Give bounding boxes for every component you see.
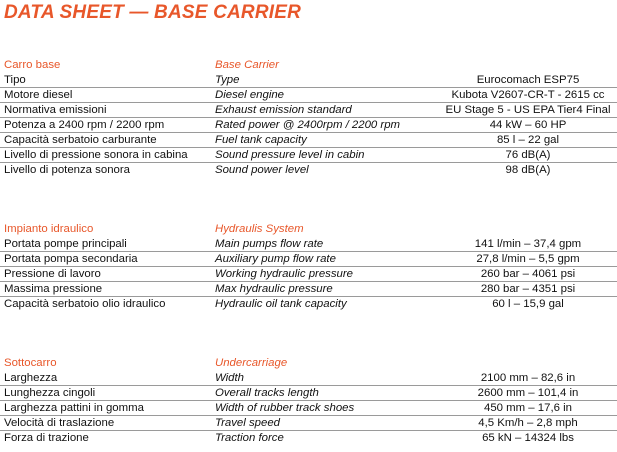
label-english: Diesel engine — [215, 89, 285, 101]
label-italian: Massima pressione — [4, 283, 103, 295]
value: 450 mm – 17,6 in — [483, 402, 572, 414]
table-row — [0, 252, 617, 267]
table-row — [0, 386, 617, 401]
label-english: Type — [215, 74, 240, 86]
value: 65 kN – 14324 lbs — [482, 432, 574, 444]
table-row — [0, 73, 617, 88]
label-italian: Larghezza — [4, 372, 58, 384]
value: 2600 mm – 101,4 in — [477, 387, 579, 399]
value: EU Stage 5 - US EPA Tier4 Final — [445, 104, 611, 116]
value: 141 l/min – 37,4 gpm — [474, 238, 582, 250]
label-english: Traction force — [215, 432, 284, 444]
label-italian: Portata pompe principali — [4, 238, 127, 250]
label-english: Exhaust emission standard — [215, 104, 352, 116]
table-row — [0, 163, 617, 178]
value: 85 l – 22 gal — [496, 134, 560, 146]
label-english: Hydraulic oil tank capacity — [215, 298, 347, 310]
value: 27,8 l/min – 5,5 gpm — [476, 253, 580, 265]
table-row — [0, 371, 617, 386]
section-heading — [0, 355, 617, 371]
table-row — [0, 416, 617, 431]
value: 260 bar – 4061 psi — [480, 268, 576, 280]
label-italian: Normativa emissioni — [4, 104, 107, 116]
label-italian: Pressione di lavoro — [4, 268, 101, 280]
value: Kubota V2607-CR-T - 2615 cc — [451, 89, 605, 101]
label-italian: Livello di potenza sonora — [4, 164, 131, 176]
table-row — [0, 88, 617, 103]
heading-english: Base Carrier — [215, 59, 279, 71]
label-italian: Livello di pressione sonora in cabina — [4, 149, 188, 161]
table-row — [0, 401, 617, 416]
heading-english: Undercarriage — [215, 357, 288, 369]
table-row — [0, 118, 617, 133]
label-english: Auxiliary pump flow rate — [215, 253, 336, 265]
value: 44 kW – 60 HP — [489, 119, 567, 131]
label-english: Working hydraulic pressure — [215, 268, 354, 280]
label-italian: Velocità di traslazione — [4, 417, 115, 429]
label-english: Overall tracks length — [215, 387, 319, 399]
label-english: Width — [215, 372, 245, 384]
section-base-carrier — [0, 57, 617, 178]
label-italian: Capacità serbatoio carburante — [4, 134, 157, 146]
table-row — [0, 297, 617, 312]
value: 76 dB(A) — [505, 149, 551, 161]
label-english: Sound pressure level in cabin — [215, 149, 365, 161]
label-english: Rated power @ 2400rpm / 2200 rpm — [215, 119, 401, 131]
heading-italian: Sottocarro — [4, 357, 57, 369]
table-row — [0, 431, 617, 446]
label-english: Fuel tank capacity — [215, 134, 307, 146]
section-undercarriage — [0, 355, 617, 446]
table-row — [0, 237, 617, 252]
label-italian: Motore diesel — [4, 89, 73, 101]
table-row — [0, 267, 617, 282]
value: 98 dB(A) — [505, 164, 551, 176]
table-row — [0, 133, 617, 148]
section-hydraulic-system — [0, 221, 617, 312]
label-english: Width of rubber track shoes — [215, 402, 355, 414]
label-english: Sound power level — [215, 164, 309, 176]
section-heading — [0, 221, 617, 237]
table-row — [0, 148, 617, 163]
label-english: Travel speed — [215, 417, 281, 429]
heading-english: Hydraulis System — [215, 223, 304, 235]
heading-italian: Carro base — [4, 59, 61, 71]
label-english: Main pumps flow rate — [215, 238, 324, 250]
heading-italian: Impianto idraulico — [4, 223, 94, 235]
value: 2100 mm – 82,6 in — [480, 372, 576, 384]
table-row — [0, 103, 617, 118]
value: 60 l – 15,9 gal — [492, 298, 564, 310]
value: 4,5 Km/h – 2,8 mph — [478, 417, 578, 429]
value: 280 bar – 4351 psi — [480, 283, 576, 295]
page-title: DATA SHEET — BASE CARRIER — [4, 2, 302, 23]
label-italian: Tipo — [4, 74, 26, 86]
section-heading — [0, 57, 617, 73]
table-row — [0, 282, 617, 297]
label-italian: Portata pompa secondaria — [4, 253, 138, 265]
label-english: Max hydraulic pressure — [215, 283, 333, 295]
label-italian: Potenza a 2400 rpm / 2200 rpm — [4, 119, 165, 131]
label-italian: Forza di trazione — [4, 432, 89, 444]
label-italian: Capacità serbatoio olio idraulico — [4, 298, 166, 310]
label-italian: Larghezza pattini in gomma — [4, 402, 144, 414]
label-italian: Lunghezza cingoli — [4, 387, 96, 399]
value: Eurocomach ESP75 — [476, 74, 580, 86]
